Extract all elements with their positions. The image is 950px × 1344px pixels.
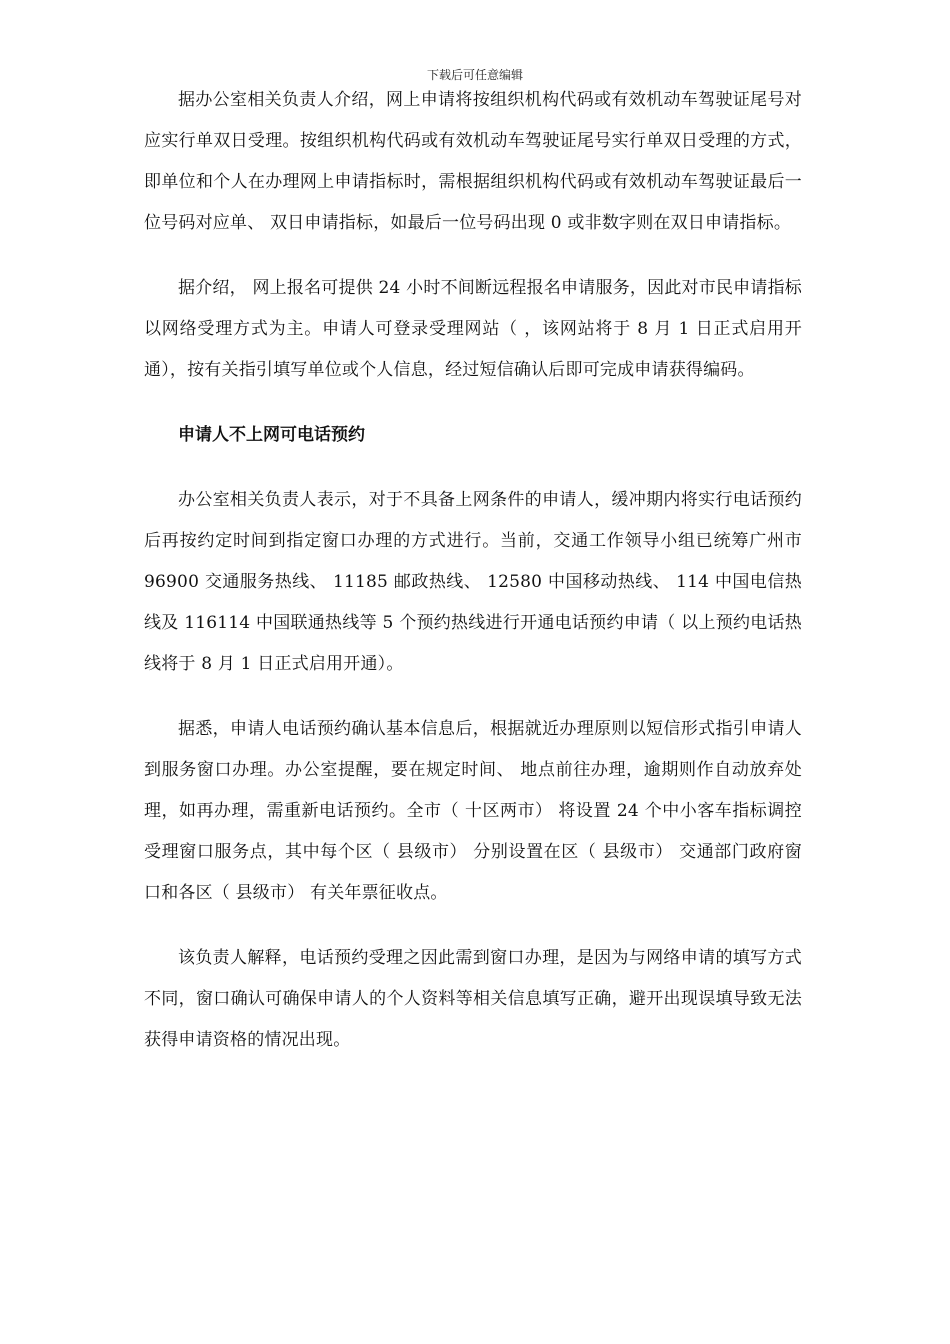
header-note: 下载后可任意编辑 <box>426 68 523 82</box>
paragraph-window-explanation: 该负责人解释，电话预约受理之因此需到窗口办理，是因为与网络申请的填写方式不同，窗口确认可确保申请人的个人资料等相关信息填写正确，避开出现误填导致无法获得申请资格的情况出现。 <box>144 948 802 1050</box>
paragraph-online-application: 据办公室相关负责人介绍，网上申请将按组织机构代码或有效机动车驾驶证尾号对应实行单双日受理。按组织机构代码或有效机动车驾驶证尾号实行单双日受理的方式，即单位和个人在办理网上申请指标时，需根据组织机构代码或有效机动车驾驶证最后一位号码对应单、 双日申请指标，如最后一位号码出现 0 或非数字则在双日申请指标。 <box>144 90 802 233</box>
section-heading-phone-booking: 申请人不上网可电话预约 <box>178 425 365 445</box>
document-body <box>144 80 802 1085</box>
paragraph-phone-booking: 办公室相关负责人表示，对于不具备上网条件的申请人，缓冲期内将实行电话预约后再按约定时间到指定窗口办理的方式进行。当前，交通工作领导小组已统筹广州市 96900 交通服务热线、 11185 邮政热线、 12580 中国移动热线、 114 中国电信热线及 116114 中国联通热线等 5 个预约热线进行开通电话预约申请（ 以上预约电话热线将于 8 月 1 日正式启用开通）。 <box>144 490 802 674</box>
paragraph-service-windows: 据悉，申请人电话预约确认基本信息后，根据就近办理原则以短信形式指引申请人到服务窗口办理。办公室提醒，要在规定时间、 地点前往办理，逾期则作自动放弃处理，如再办理，需重新电话预约。全市（ 十区两市） 将设置 24 个中小客车指标调控受理窗口服务点，其中每个区（ 县级市） 分别设置在区（ 县级市） 交通部门政府窗口和各区（ 县级市） 有关年票征收点。 <box>144 719 802 903</box>
paragraph-online-registration: 据介绍， 网上报名可提供 24 小时不间断远程报名申请服务，因此对市民申请指标以网络受理方式为主。申请人可登录受理网站（ ，该网站将于 8 月 1 日正式启用开通），按有关指引填写单位或个人信息，经过短信确认后即可完成申请获得编码。 <box>144 278 802 380</box>
